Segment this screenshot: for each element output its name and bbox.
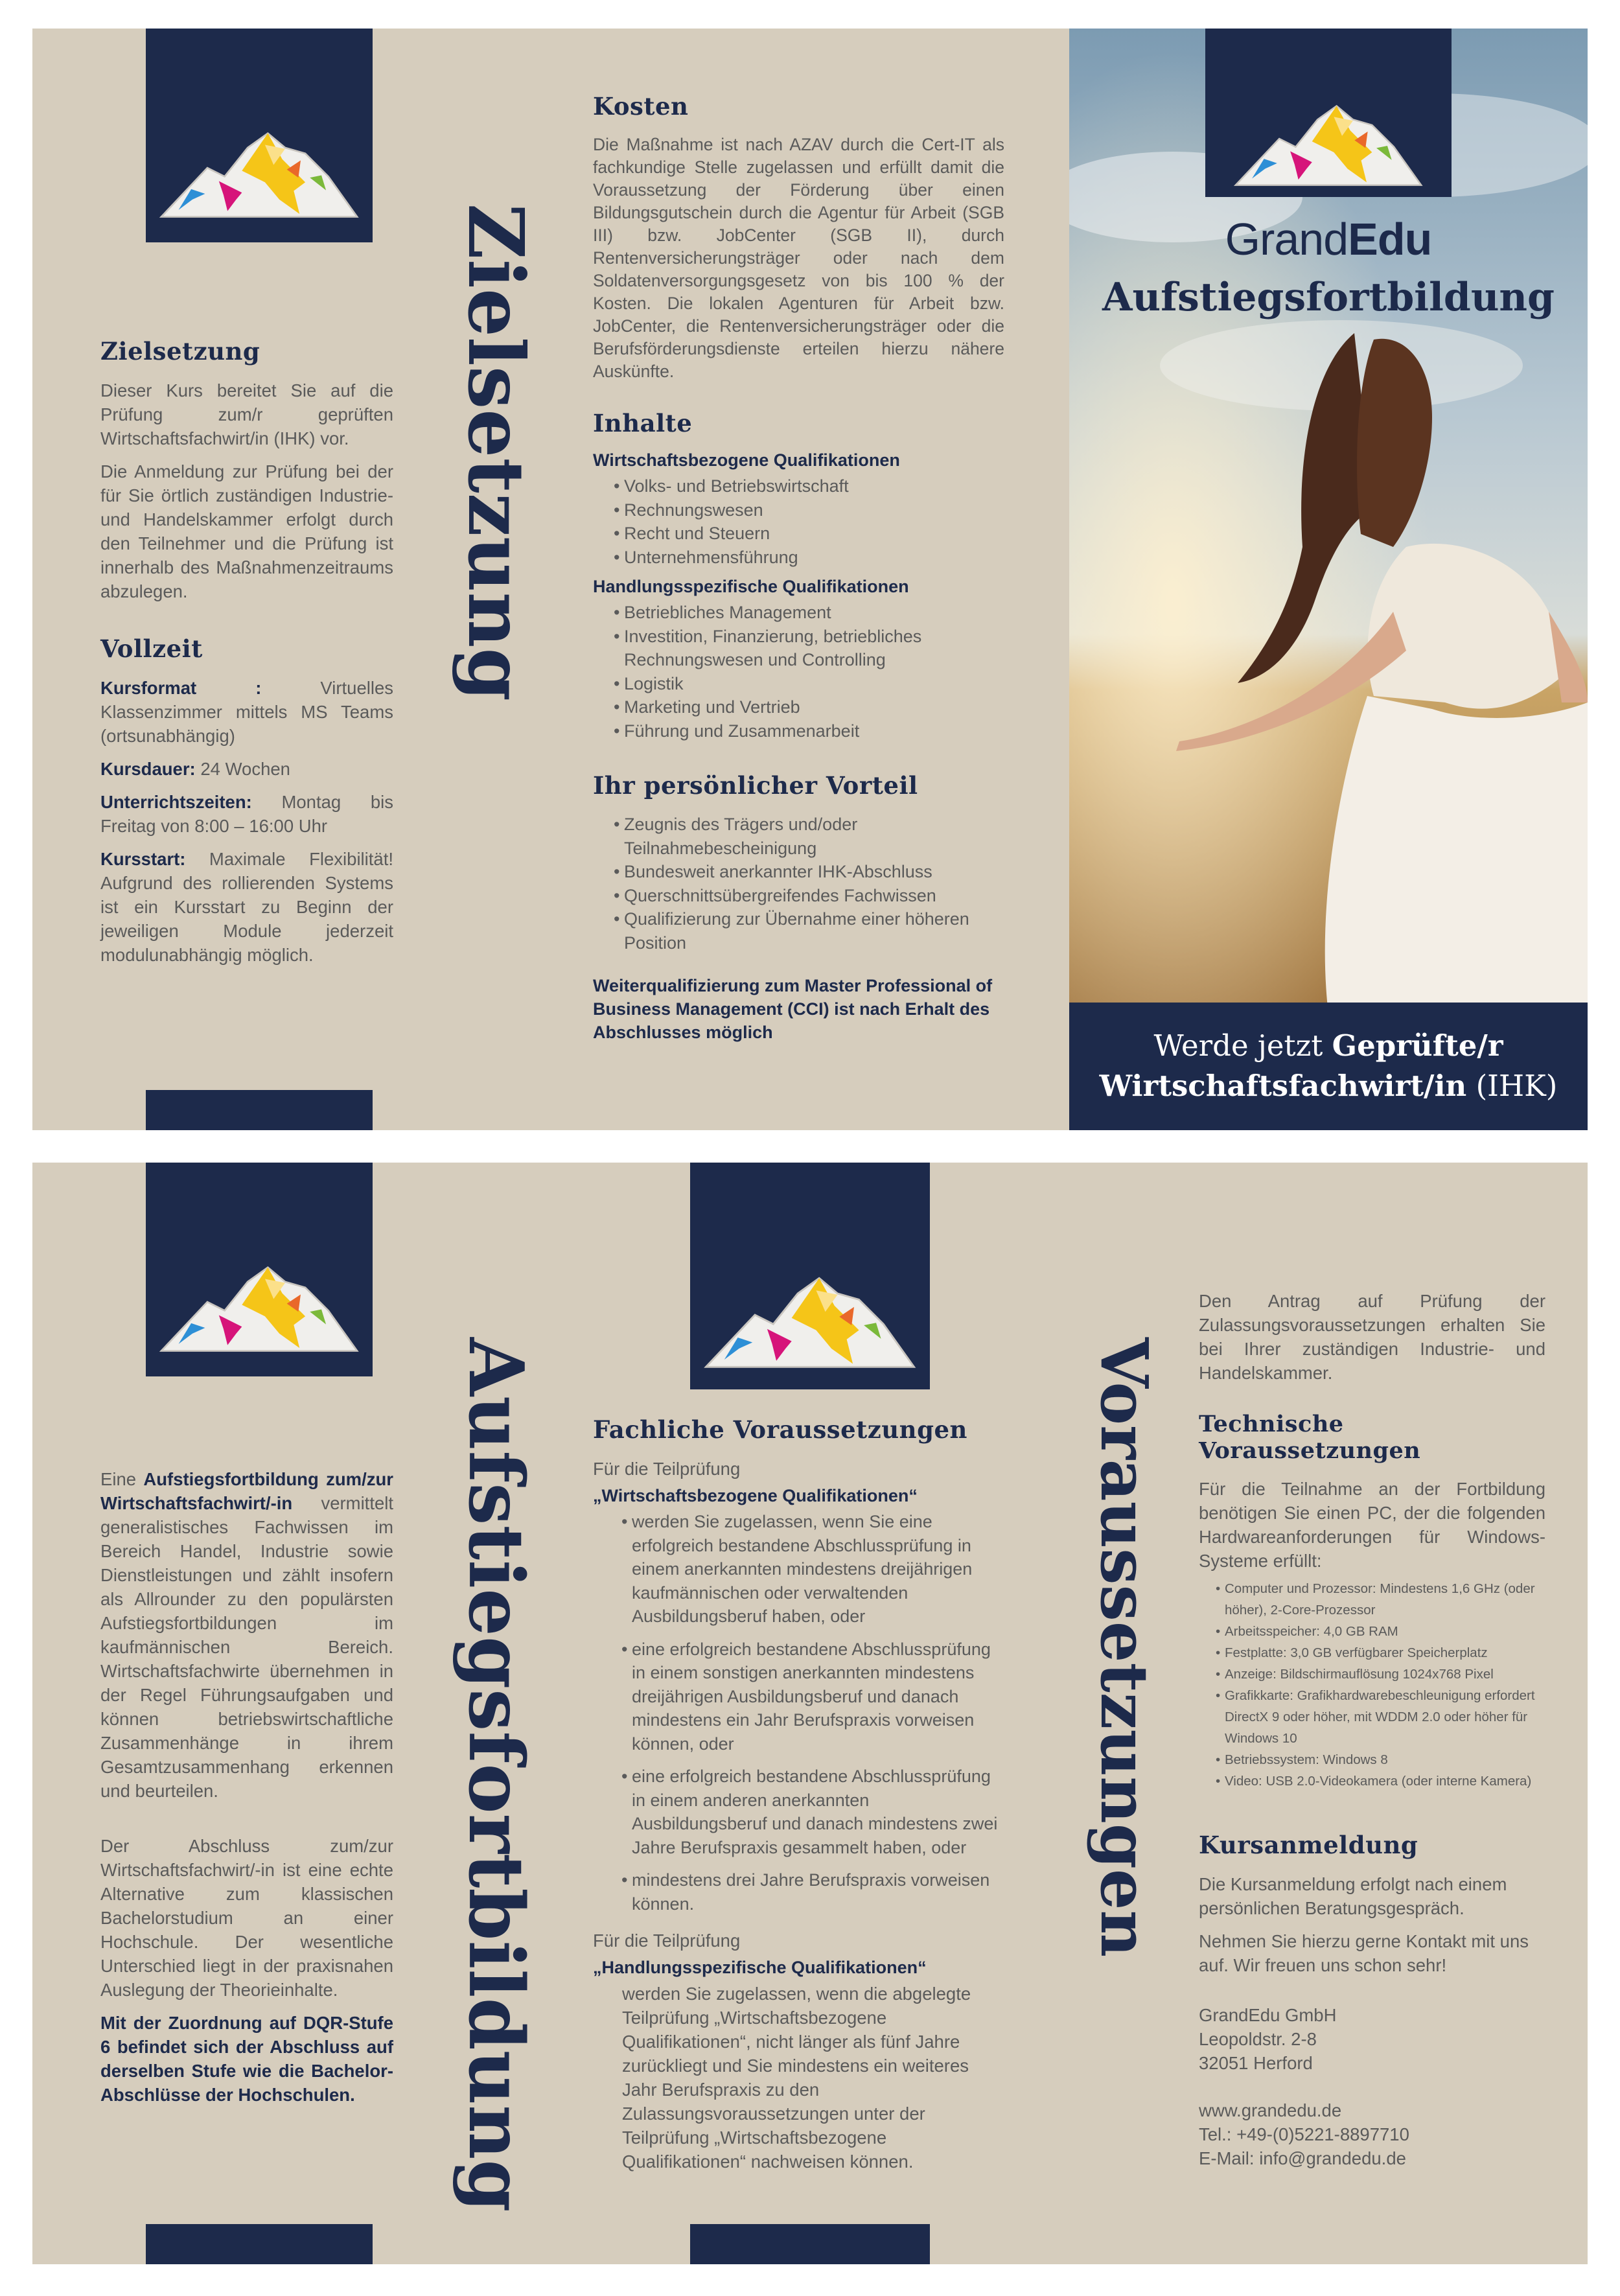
intro-post: vermittelt generalistisches Fachwissen im Bereich Handel, Industrie sowie Dienstleistungen und zählt insofern als Allrounder zu den populärsten Aufstiegsfortbildungen im kaufmännischen Bereich. Wirtschaftsfachwirte übernehmen in der Regel Führungsaufgaben und können betriebswirtschaftliche Zusammenhänge in ihrem Gesamtzusammenhang erkennen und beurteilen.	[100, 1493, 393, 1801]
hardware-list	[1199, 1578, 1545, 1792]
mountain-logo-icon	[156, 1247, 363, 1357]
panel-aufstiegsfortbildung	[32, 1163, 551, 2264]
brochure-outside-page	[32, 29, 1588, 1130]
teilpruefung-intro-2: Für die Teilprüfung	[593, 1931, 741, 1951]
technische-heading: Technische Voraussetzungen	[1199, 1411, 1421, 1464]
kursformat	[100, 676, 393, 748]
brochure-inside-page	[32, 1163, 1588, 2264]
list-item: • Video: USB 2.0-Videokamera (oder interne Kamera)	[1225, 1770, 1545, 1792]
dqr-text: Mit der Zuordnung auf DQR-Stufe 6 befindet sich der Abschluss auf derselben Stufe wie die Bachelor-Abschlüsse der Hochschulen.	[100, 2013, 393, 2105]
panel-kosten-inhalte	[551, 29, 1069, 1130]
brand-light: Grand	[1225, 214, 1348, 264]
mountain-logo-icon	[156, 113, 363, 223]
list-item: • Querschnittsübergreifendes Fachwissen	[624, 884, 1004, 908]
list-item: • Logistik	[624, 672, 1004, 696]
email-link[interactable]: E-Mail: info@grandedu.de	[1199, 2148, 1406, 2168]
kursstart-value: Maximale Flexibilität! Aufgrund des rollierenden Systems ist ein Kursstart zu Beginn der jeweiligen Module jederzeit modulunabhängig möglich.	[100, 849, 393, 965]
kursformat-label: Kursformat :	[100, 678, 321, 698]
list-item: • Volks- und Betriebswirtschaft	[624, 474, 1004, 498]
inhalte-group2-list	[593, 601, 1004, 743]
unterricht-label: Unterrichtszeiten:	[100, 792, 282, 812]
kursstart-label: Kursstart:	[100, 849, 209, 869]
fachliche-heading: Fachliche Voraussetzungen	[593, 1415, 967, 1444]
list-item: • Rechnungswesen	[624, 498, 1004, 522]
list-item: • werden Sie zugelassen, wenn Sie eine erfolgreich bestandene Abschlussprüfung in einem anerkannten mindestens dreijährigen kaufmännischen oder verwaltenden Ausbildungsberuf haben, oder	[632, 1510, 1004, 1629]
abschluss-text: Der Abschluss zum/zur Wirtschaftsfachwirt/-in ist eine echte Alternative zum klassischen Bachelorstudium an einer Hochschule. Der wesentliche Unterschied liegt in der praxisnahen Auslegung der Theorieinhalte.	[100, 1836, 393, 2000]
vorteil-heading: Ihr persönlicher Vorteil	[593, 771, 918, 800]
kosten-heading: Kosten	[593, 92, 689, 121]
bottom-banner	[146, 1090, 373, 1130]
company-street: Leopoldstr. 2-8	[1199, 2029, 1317, 2049]
cover-logo-banner	[1205, 29, 1452, 197]
list-item: • Betriebssystem: Windows 8	[1225, 1749, 1545, 1770]
vollzeit-heading: Vollzeit	[100, 634, 203, 663]
mountain-logo-icon	[1218, 87, 1439, 191]
top-banner	[690, 1163, 930, 1389]
kursanmeldung-heading: Kursanmeldung	[1199, 1831, 1418, 1859]
company-city: 32051 Herford	[1199, 2053, 1313, 2073]
list-item: • eine erfolgreich bestandene Abschlussprüfung in einem anderen anerkannten Ausbildungsberuf und danach mindestens zwei Jahre Berufspraxis gesammelt haben, oder	[632, 1765, 1004, 1859]
list-item: • Festplatte: 3,0 GB verfügbarer Speicherplatz	[1225, 1642, 1545, 1664]
bottom-banner	[690, 2224, 930, 2264]
zielsetzung-text: Dieser Kurs bereitet Sie auf die Prüfung zum/r geprüften Wirtschaftsfachwirt/in (IHK) vor.	[100, 380, 393, 448]
teilpruefung-intro-1: Für die Teilprüfung	[593, 1459, 741, 1479]
list-item: • Zeugnis des Trägers und/oder Teilnahmebescheinigung	[624, 813, 1004, 860]
kursanmeldung-text-2: Nehmen Sie hierzu gerne Kontakt mit uns auf. Wir freuen uns schon sehr!	[1199, 1931, 1529, 1975]
kursstart	[100, 847, 393, 967]
top-banner	[146, 29, 373, 242]
zulassung-list	[593, 1510, 1004, 1916]
list-item: • Bundesweit anerkannter IHK-Abschluss	[624, 860, 1004, 884]
kursdauer	[100, 757, 393, 781]
website-link[interactable]: www.grandedu.de	[1199, 2100, 1342, 2120]
tagline-light-2: (IHK)	[1466, 1069, 1558, 1103]
inhalte-group1-list	[593, 474, 1004, 569]
kursanmeldung-text-1: Die Kursanmeldung erfolgt nach einem persönlichen Beratungsgespräch.	[1199, 1874, 1507, 1918]
kursdauer-label: Kursdauer:	[100, 759, 201, 779]
intro-text	[100, 1467, 393, 1803]
cover-panel	[1069, 29, 1588, 1130]
vorteil-list	[593, 813, 1004, 955]
handlungsspezifisch-text: werden Sie zugelassen, wenn die abgelegte Teilprüfung „Wirtschaftsbezogene Qualifikationen“, nicht länger als fünf Jahre zurückliegt und Sie mindestens ein weiteres Jahr Berufspraxis zu den Zulassungsvoraussetzungen unter der Teilprüfung „Wirtschaftsbezogene Qualifikationen“ nachweisen können.	[622, 1984, 971, 2172]
brand-logo-text	[1069, 213, 1588, 265]
list-item: • Betriebliches Management	[624, 601, 1004, 625]
phone-number[interactable]: Tel.: +49-(0)5221-8897710	[1199, 2124, 1409, 2144]
cover-tagline-box	[1069, 1003, 1588, 1130]
list-item: • Investition, Finanzierung, betriebliches Rechnungswesen und Controlling	[624, 625, 1004, 672]
unterrichtszeiten	[100, 790, 393, 838]
top-banner	[146, 1163, 373, 1376]
tagline-bold-2: Wirtschaftsfachwirt/in	[1099, 1069, 1467, 1103]
teilpruefung-title-2: „Handlungsspezifische Qualifikationen“	[593, 1958, 927, 1977]
panel-zielsetzung	[32, 29, 551, 1130]
bottom-banner	[146, 2224, 373, 2264]
inhalte-group2-title: Handlungsspezifische Qualifikationen	[593, 577, 909, 596]
list-item: • mindestens drei Jahre Berufspraxis vorweisen können.	[632, 1868, 1004, 1916]
inhalte-group1-title: Wirtschaftsbezogene Qualifikationen	[593, 450, 900, 470]
kursdauer-value: 24 Wochen	[200, 759, 290, 779]
weiterqualifizierung-note: Weiterqualifizierung zum Master Professional of Business Management (CCI) ist nach Erhalt des Abschlusses möglich	[593, 976, 993, 1042]
unterricht-value: Montag bis Freitag von 8:00 – 16:00 Uhr	[100, 792, 393, 836]
list-item: • Grafikkarte: Grafikhardwarebeschleunigung erfordert DirectX 9 oder höher, mit WDDM 2.0 oder höher für Windows 10	[1225, 1685, 1545, 1749]
list-item: • Arbeitsspeicher: 4,0 GB RAM	[1225, 1621, 1545, 1642]
zielsetzung-heading: Zielsetzung	[100, 337, 260, 365]
list-item: • Computer und Prozessor: Mindestens 1,6 GHz (oder höher), 2-Core-Prozessor	[1225, 1578, 1545, 1621]
teilpruefung-title-1: „Wirtschaftsbezogene Qualifikationen“	[593, 1486, 918, 1505]
list-item: • Führung und Zusammenarbeit	[624, 719, 1004, 743]
list-item: • Anzeige: Bildschirmauflösung 1024x768 Pixel	[1225, 1664, 1545, 1685]
list-item: • Marketing und Vertrieb	[624, 695, 1004, 719]
panel-fachliche-voraussetzungen	[551, 1163, 1069, 2264]
tagline-bold: Geprüfte/r	[1332, 1028, 1503, 1063]
cover-tagline	[1069, 1026, 1588, 1106]
brand-bold: Edu	[1348, 214, 1432, 264]
list-item: • Unternehmensführung	[624, 546, 1004, 570]
anmeldung-text: Die Anmeldung zur Prüfung bei der für Sie örtlich zuständigen Industrie- und Handelskammer erfolgt durch den Teilnehmer und die Prüfung ist innerhalb des Maßnahmenzeitraums abzulegen.	[100, 461, 393, 601]
kursformat-value: Virtuelles Klassenzimmer mittels MS Teams (ortsunabhängig)	[100, 678, 393, 746]
vertical-title: Voraussetzungen	[1086, 1338, 1163, 1958]
brand-subtitle: Aufstiegsfortbildung	[1102, 275, 1555, 320]
technische-intro: Für die Teilnahme an der Fortbildung benötigen Sie einen PC, der die folgenden Hardwareanforderungen für Windows-Systeme erfüllt:	[1199, 1479, 1545, 1571]
tagline-light: Werde jetzt	[1153, 1028, 1332, 1063]
list-item: • eine erfolgreich bestandene Abschlussprüfung in einem sonstigen anerkannten mindestens dreijährigen Ausbildungsberuf und danach mindestens ein Jahr Berufspraxis vorweisen können, oder	[632, 1638, 1004, 1756]
company-name: GrandEdu GmbH	[1199, 2005, 1337, 2025]
intro-bold: Aufstiegsfortbildung zum/zur Wirtschaftsfachwirt/-in	[100, 1469, 393, 1513]
vertical-title: Zielsetzung	[451, 203, 541, 701]
vertical-title: Aufstiegsfortbildung	[452, 1338, 540, 2212]
mountain-logo-icon	[700, 1257, 920, 1373]
panel-voraussetzungen	[1069, 1163, 1588, 2264]
intro-pre: Eine	[100, 1469, 144, 1489]
list-item: • Qualifizierung zur Übernahme einer höheren Position	[624, 907, 1004, 955]
inhalte-heading: Inhalte	[593, 409, 693, 437]
antrag-text: Den Antrag auf Prüfung der Zulassungsvoraussetzungen erhalten Sie bei Ihrer zuständigen Industrie- und Handelskammer.	[1199, 1291, 1545, 1383]
list-item: • Recht und Steuern	[624, 522, 1004, 546]
kosten-text: Die Maßnahme ist nach AZAV durch die Cert-IT als fachkundige Stelle zugelassen und erfüllt damit die Voraussetzung der Förderung über einen Bildungsgutschein durch die Agentur für Arbeit (SGB III) bzw. JobCenter (SGB II), durch Rentenversicherungsträger oder nach dem Soldatenversorgungsgesetz von bis 100 % der Kosten. Die lokalen Agenturen für Arbeit bzw. JobCenter, die Rentenversicherungsträger oder die Berufsförderungsdienste erteilen hierzu nähere Auskünfte.	[593, 135, 1004, 381]
